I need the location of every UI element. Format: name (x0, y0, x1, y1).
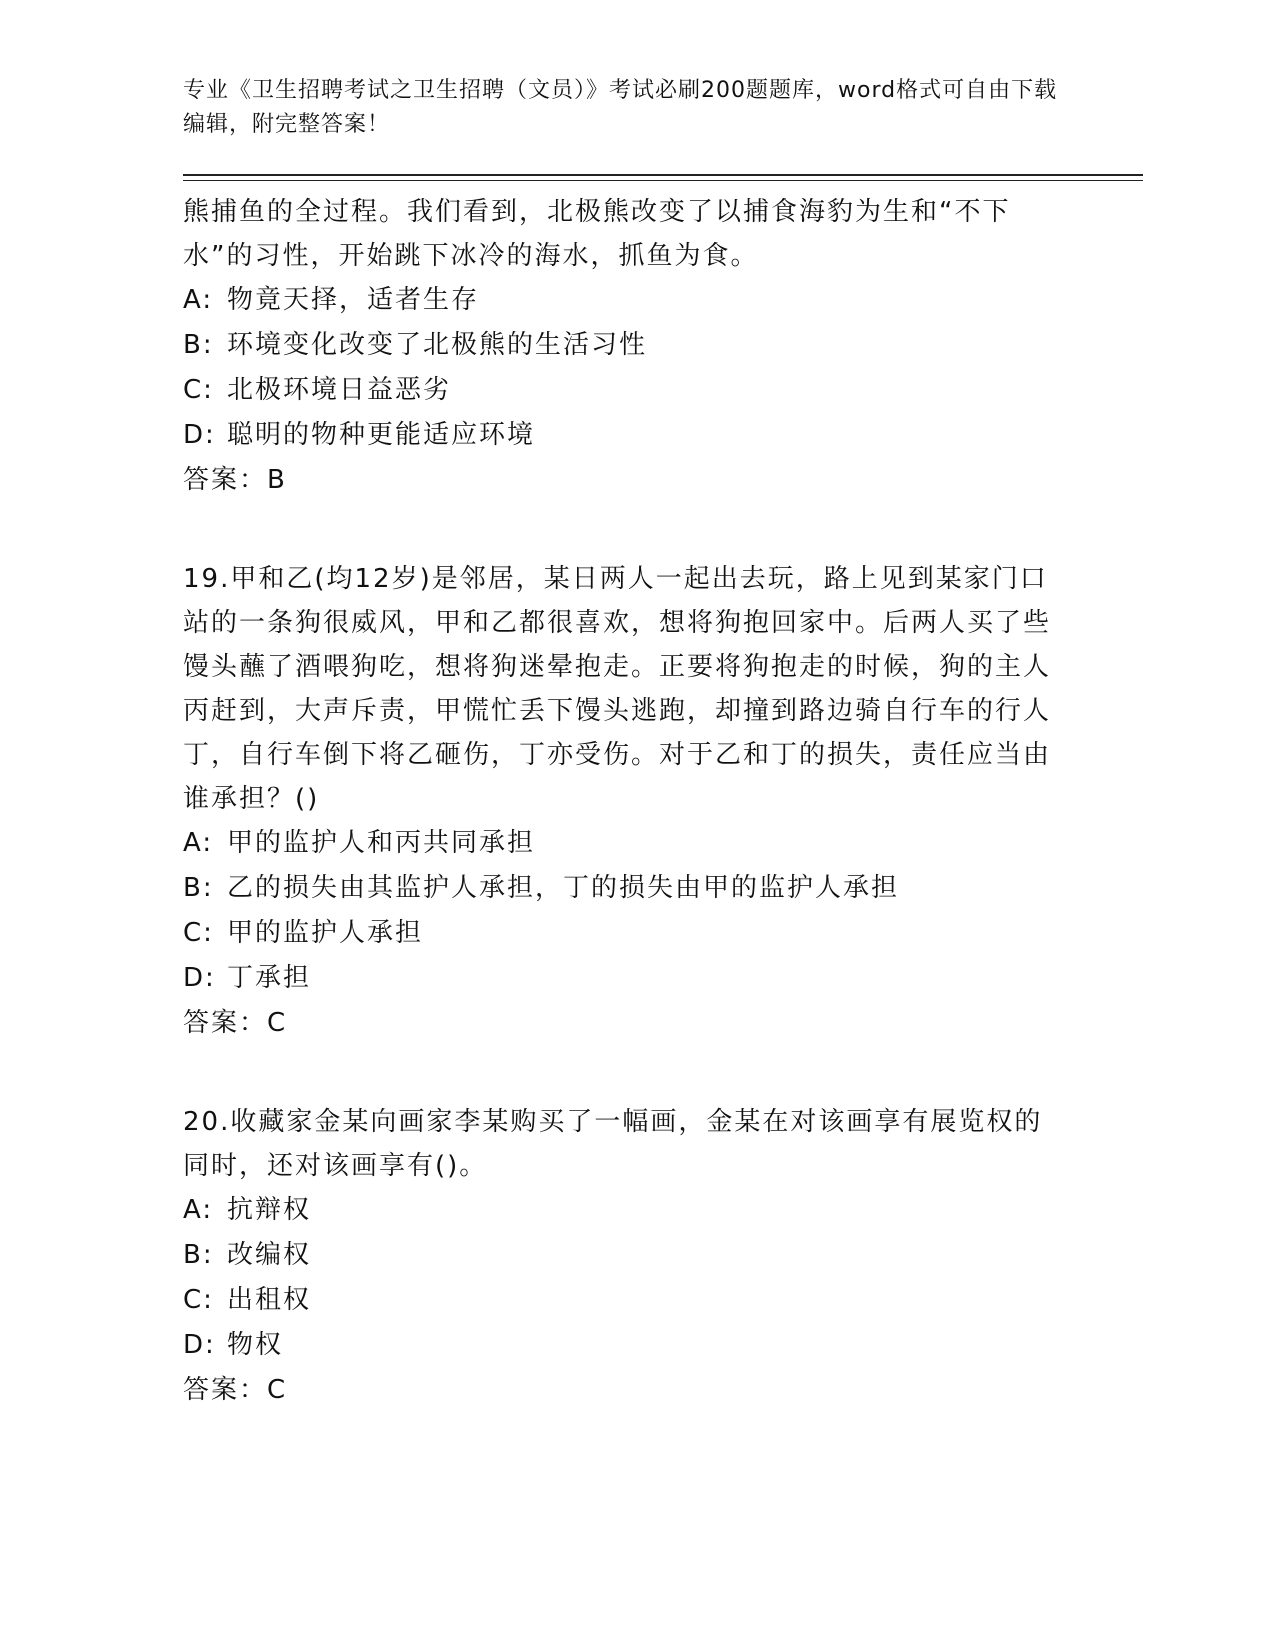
option-c (183, 911, 1063, 956)
option-c (183, 1278, 1063, 1323)
option-key: A: (183, 828, 214, 858)
option-b (183, 323, 1063, 368)
option-text: 甲的监护人和丙共同承担 (227, 828, 536, 858)
option-key: B: (183, 873, 214, 903)
question-block (183, 190, 1063, 503)
option-key: C: (183, 375, 214, 405)
answer-line: 答案：C (183, 1375, 288, 1405)
option-text: 物竟天择，适者生存 (227, 285, 480, 315)
spacer (183, 1046, 1063, 1100)
option-b (183, 1233, 1063, 1278)
option-a (183, 821, 1063, 866)
header-divider-thin (183, 180, 1143, 181)
option-text: 抗辩权 (227, 1195, 312, 1225)
option-a (183, 1188, 1063, 1233)
option-d (183, 956, 1063, 1001)
question-list (183, 190, 1063, 1413)
option-key: C: (183, 1285, 214, 1315)
option-key: D: (183, 963, 216, 993)
question-block (183, 1100, 1063, 1413)
option-key: B: (183, 330, 214, 360)
option-key: A: (183, 285, 214, 315)
option-c (183, 368, 1063, 413)
question-stem: 20.收藏家金某向画家李某购买了一幅画，金某在对该画享有展览权的同时，还对该画享有()。 (183, 1107, 1043, 1181)
option-d (183, 413, 1063, 458)
option-text: 丁承担 (227, 963, 312, 993)
option-key: D: (183, 420, 216, 450)
option-text: 改编权 (227, 1240, 312, 1270)
option-text: 乙的损失由其监护人承担，丁的损失由甲的监护人承担 (227, 873, 900, 903)
option-b (183, 866, 1063, 911)
option-key: B: (183, 1240, 214, 1270)
question-stem: 19.甲和乙(均12岁)是邻居，某日两人一起出去玩，路上见到某家门口站的一条狗很威风，甲和乙都很喜欢，想将狗抱回家中。后两人买了些馒头蘸了酒喂狗吃，想将狗迷晕抱走。正要将狗抱走的时候，狗的主人丙赶到，大声斥责，甲慌忙丢下馒头逃跑，却撞到路边骑自行车的行人丁，自行车倒下将乙砸伤，丁亦受伤。对于乙和丁的损失，责任应当由谁承担？() (183, 564, 1052, 814)
option-text: 物权 (227, 1330, 284, 1360)
answer-line: 答案：C (183, 1008, 288, 1038)
option-text: 环境变化改变了北极熊的生活习性 (227, 330, 648, 360)
page-header: 专业《卫生招聘考试之卫生招聘（文员）》考试必刷200题题库，word格式可自由下载编辑，附完整答案！ (183, 78, 1058, 137)
spacer (183, 503, 1063, 557)
option-key: C: (183, 918, 214, 948)
option-text: 聪明的物种更能适应环境 (227, 420, 536, 450)
option-text: 甲的监护人承担 (227, 918, 424, 948)
option-text: 出租权 (227, 1285, 312, 1315)
question-block (183, 557, 1063, 1046)
header-divider-thick (183, 174, 1143, 176)
answer-line: 答案：B (183, 465, 287, 495)
option-key: D: (183, 1330, 216, 1360)
question-stem: 熊捕鱼的全过程。我们看到，北极熊改变了以捕食海豹为生和“不下水”的习性，开始跳下冰冷的海水，抓鱼为食。 (183, 197, 1011, 271)
option-d (183, 1323, 1063, 1368)
option-text: 北极环境日益恶劣 (227, 375, 452, 405)
option-a (183, 278, 1063, 323)
option-key: A: (183, 1195, 214, 1225)
